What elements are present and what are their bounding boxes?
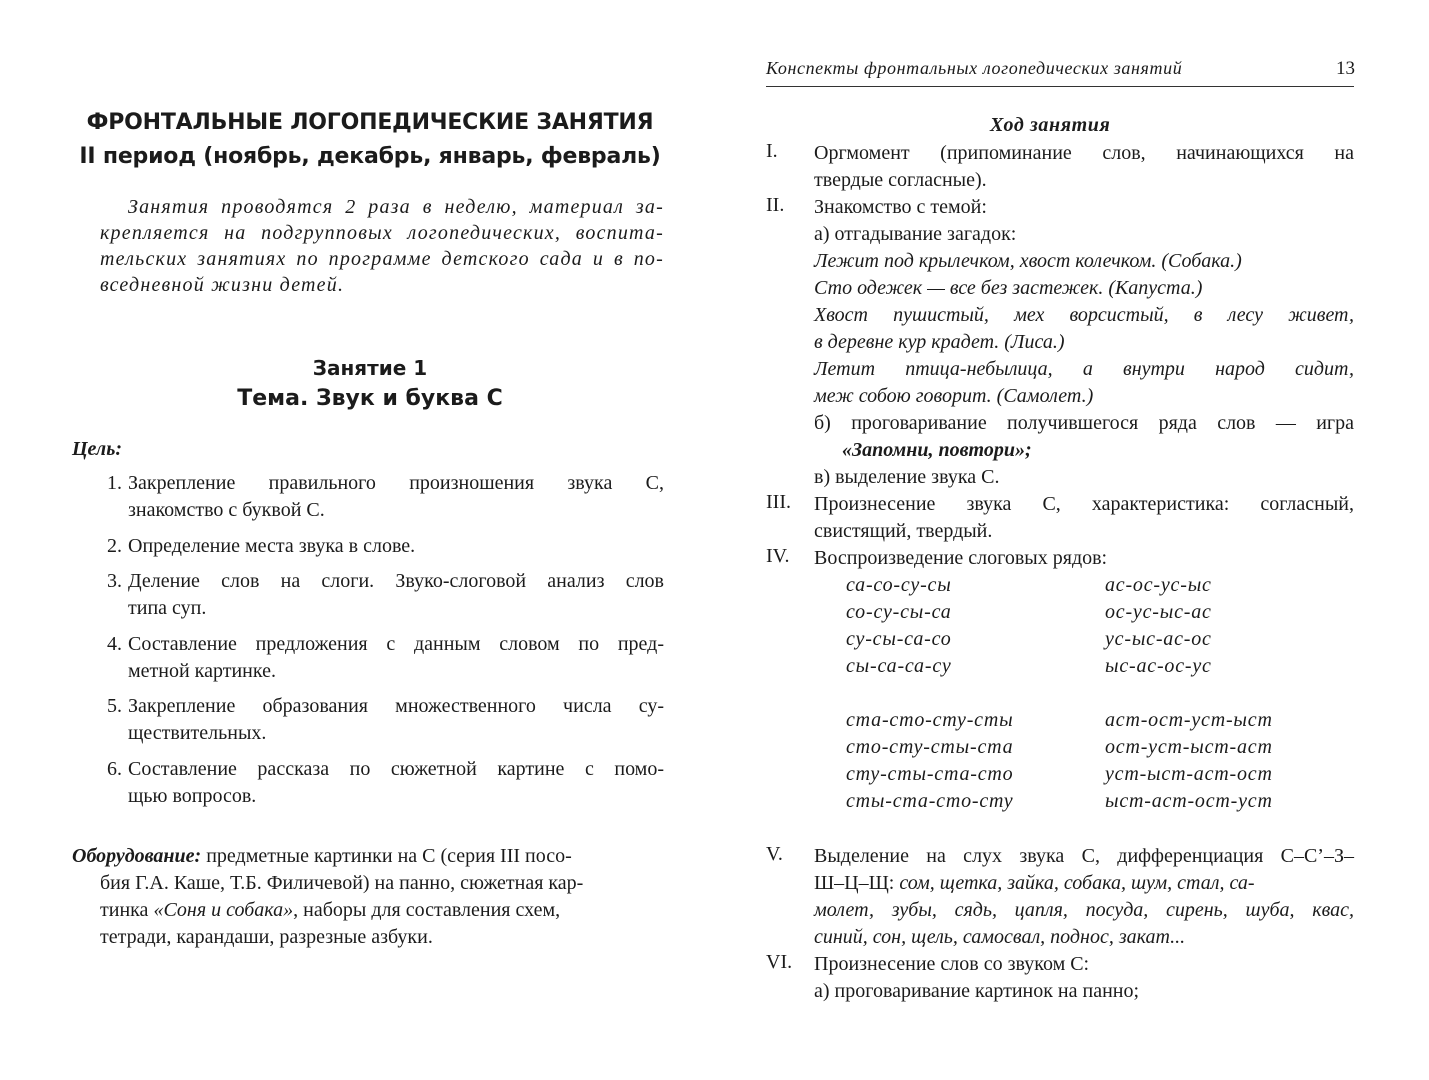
goal-item: [100, 568, 664, 622]
syllable-row: ста-сто-сту-сты: [846, 709, 1014, 731]
goal-text: знакомство с буквой С.: [128, 499, 325, 521]
lesson-number: Занятие 1: [312, 356, 428, 380]
item-text: твердые согласные).: [814, 169, 987, 191]
word-list: молет, зубы, сядь, цапля, посуда, сирень, шуба, квас,: [814, 899, 1354, 921]
word-list: сом, щетка, зайка, собака, шум, стал, са-: [899, 872, 1255, 894]
page-number: 13: [1336, 58, 1355, 79]
picture-title: «Соня и собака»: [153, 899, 294, 921]
word-list: синий, сон, щель, самосвал, поднос, закат...: [814, 926, 1186, 948]
equipment-text: бия Г.А. Каше, Т.Б. Филичевой) на панно, сюжетная кар-: [100, 872, 584, 894]
item-ii: [814, 194, 1354, 491]
syllable-row: сты-ста-сто-сту: [846, 790, 1014, 812]
item-number: III.: [766, 491, 791, 513]
goal-text: ществительных.: [128, 722, 267, 744]
section-title: Ход занятия: [990, 114, 1111, 136]
item-text: Выделение на слух звука С, дифференциация С–С’–З–: [814, 845, 1354, 867]
syllable-row: сы-са-са-су: [846, 655, 952, 677]
goal-text: Определение места звука в слове.: [128, 535, 416, 557]
item-number: II.: [766, 194, 785, 216]
syllable-column-2a: [1105, 572, 1212, 680]
item-iv-head: Воспроизведение слоговых рядов:: [814, 547, 1108, 569]
riddle-line: Сто одежек — все без застежек. (Капуста.): [814, 277, 1203, 299]
syllable-row: ас-ос-ус-ыс: [1105, 574, 1212, 596]
chapter-subtitle: II период (ноябрь, декабрь, январь, февраль): [79, 144, 661, 169]
item-text: Знакомство с темой:: [814, 196, 987, 218]
item-iii: [814, 491, 1354, 545]
chapter-title: ФРОНТАЛЬНЫЕ ЛОГОПЕДИЧЕСКИЕ ЗАНЯТИЯ: [86, 110, 654, 135]
item-v: [814, 843, 1354, 951]
syllable-column-1b: [846, 707, 1013, 815]
item-text: Произнесение слов со звуком С:: [814, 953, 1090, 975]
syllable-row: су-сы-са-со: [846, 628, 952, 650]
goal-number: 2.: [107, 535, 122, 557]
goal-text: Закрепление правильного произношения звука С,: [128, 472, 664, 494]
intro-line: крепляется на подгрупповых логопедических, воспита-: [100, 222, 664, 244]
equipment-text: тинка: [100, 899, 154, 921]
riddle-line: Лежит под крылечком, хвост колечком. (Собака.): [814, 250, 1242, 272]
game-name: «Запомни, повтори»;: [842, 439, 1032, 461]
syllable-row: ыст-аст-ост-уст: [1105, 790, 1273, 812]
syllable-row: сту-сты-ста-сто: [846, 763, 1014, 785]
goal-number: 4.: [107, 633, 122, 655]
equipment-label: Оборудование:: [72, 845, 202, 867]
syllable-row: ос-ус-ыс-ас: [1105, 601, 1212, 623]
equipment-text: , наборы для составления схем,: [293, 899, 561, 921]
syllable-row: уст-ыст-аст-ост: [1105, 763, 1273, 785]
intro-line: вседневной жизни детей.: [100, 274, 345, 296]
goal-text: типа суп.: [128, 597, 207, 619]
goal-text: Деление слов на слоги. Звуко-слоговой анализ слов: [128, 570, 664, 592]
syllable-row: со-су-сы-са: [846, 601, 952, 623]
goal-item: [100, 533, 664, 560]
goal-text: щью вопросов.: [128, 785, 257, 807]
item-text: Произнесение звука С, характеристика: согласный,: [814, 493, 1354, 515]
syllable-row: ус-ыс-ас-ос: [1105, 628, 1212, 650]
goal-item: [100, 756, 664, 810]
syllable-column-2b: [1105, 707, 1273, 815]
equipment-paragraph: [72, 843, 664, 951]
item-text: а) отгадывание загадок:: [814, 223, 1017, 245]
intro-line: тельских занятиях по программе детского сада и в по-: [100, 248, 664, 270]
goal-number: 5.: [107, 695, 122, 717]
syllable-row: аст-ост-уст-ыст: [1105, 709, 1273, 731]
syllable-row: сто-сту-сты-ста: [846, 736, 1014, 758]
item-text: Оргмомент (припоминание слов, начинающихся на: [814, 142, 1354, 164]
goal-item: [100, 631, 664, 685]
goal-text: Составление предложения с данным словом по пред-: [128, 633, 664, 655]
item-text: а) проговаривание картинок на панно;: [814, 980, 1140, 1002]
goal-text: метной картинке.: [128, 660, 276, 682]
goal-text: Составление рассказа по сюжетной картине с помо-: [128, 758, 664, 780]
item-number: I.: [766, 140, 778, 162]
goal-number: 6.: [107, 758, 122, 780]
item-number: IV.: [766, 545, 790, 567]
syllable-row: са-со-су-сы: [846, 574, 952, 596]
item-number: VI.: [766, 951, 793, 973]
header-rule: [766, 86, 1354, 87]
lesson-topic: Тема. Звук и буква С: [237, 386, 503, 411]
riddle-line: Хвост пушистый, мех ворсистый, в лесу живет,: [814, 304, 1354, 326]
goal-number: 3.: [107, 570, 122, 592]
syllable-row: ост-уст-ыст-аст: [1105, 736, 1273, 758]
item-text: Ш–Ц–Щ:: [814, 872, 900, 894]
riddle-line: в деревне кур крадет. (Лиса.): [814, 331, 1065, 353]
goal-number: 1.: [107, 472, 122, 494]
left-page: [0, 0, 714, 1080]
riddle-line: Летит птица-небылица, а внутри народ сидит,: [814, 358, 1354, 380]
running-head: Конспекты фронтальных логопедических занятий: [766, 58, 1183, 78]
equipment-text: предметные картинки на С (серия III посо-: [201, 845, 572, 867]
item-text: б) проговаривание получившегося ряда слов — игра: [814, 412, 1354, 434]
riddle-line: меж собою говорит. (Самолет.): [814, 385, 1094, 407]
syllable-column-1a: [846, 572, 952, 680]
item-vi: [814, 951, 1354, 1005]
syllable-row: ыс-ас-ос-ус: [1105, 655, 1212, 677]
goal-item: [100, 693, 664, 747]
intro-paragraph: [72, 194, 664, 298]
goal-text: Закрепление образования множественного числа су-: [128, 695, 664, 717]
item-text: свистящий, твердый.: [814, 520, 993, 542]
equipment-text: тетради, карандаши, разрезные азбуки.: [100, 926, 433, 948]
goal-label: Цель:: [72, 438, 122, 460]
intro-line: Занятия проводятся 2 раза в неделю, материал за-: [128, 196, 664, 218]
item-text: в) выделение звука С.: [814, 466, 1000, 488]
item-number: V.: [766, 843, 783, 865]
item-i: [814, 140, 1354, 194]
goal-item: [100, 470, 664, 524]
right-page: [714, 0, 1429, 1080]
